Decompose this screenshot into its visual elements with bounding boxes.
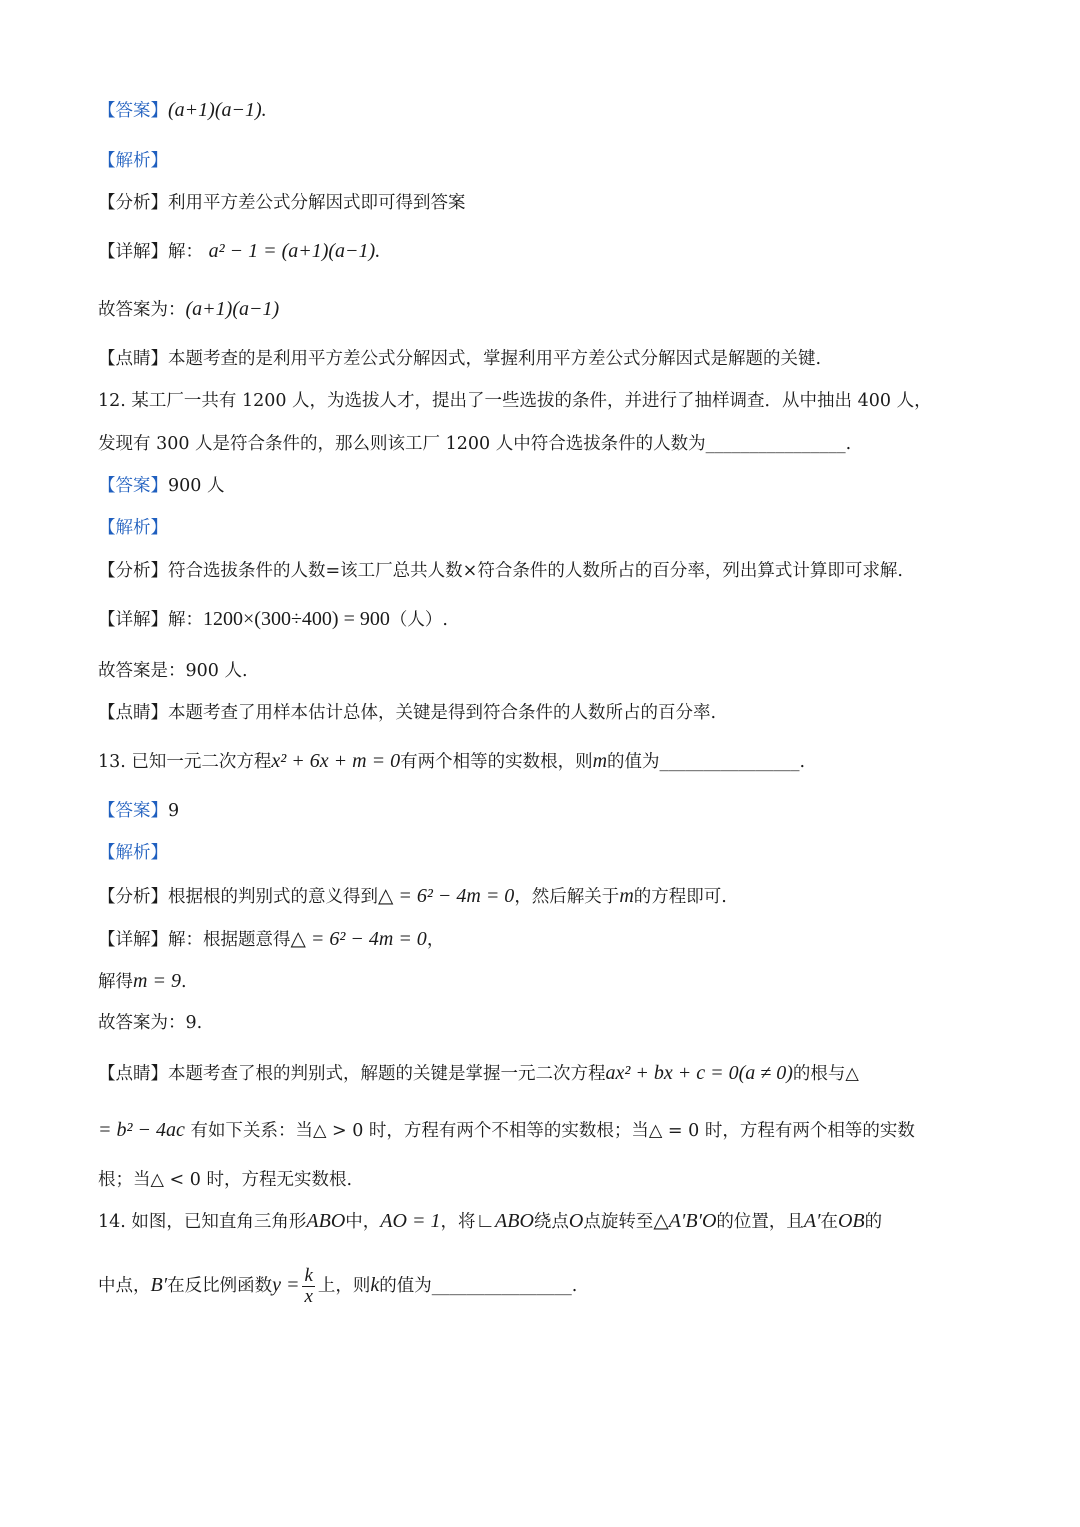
q13-xiangjie-math: △ = 6² − 4m = 0 xyxy=(290,928,427,950)
q13-question-line xyxy=(98,749,805,774)
q12-xiangjie-line xyxy=(98,607,448,632)
q11-conclusion-line xyxy=(98,297,279,322)
dianjing-tag: 【点睛】 xyxy=(98,703,168,723)
q14-question-line-2 xyxy=(98,1263,577,1308)
fraction-k-over-x xyxy=(302,1266,314,1307)
q14-line2-suffix: 的值为________________. xyxy=(379,1276,578,1296)
q14-mid4: 点旋转至 xyxy=(583,1212,654,1232)
q12-xiangjie-math: 1200×(300÷400) = 900 xyxy=(203,608,390,630)
dianjing-tag: 【点睛】 xyxy=(98,1064,168,1084)
dianjing-tag: 【点睛】 xyxy=(98,349,168,369)
fraction-denominator: x xyxy=(304,1286,313,1307)
q13-question-var: m xyxy=(592,750,608,772)
q13-dianjing-prefix: 本题考查了根的判别式，解题的关键是掌握一元二次方程 xyxy=(168,1064,606,1084)
q11-xiangjie-prefix: 解： xyxy=(168,242,203,262)
q14-k: k xyxy=(370,1274,380,1296)
q14-ob: OB xyxy=(837,1210,865,1232)
xiangjie-tag: 【详解】 xyxy=(98,930,168,950)
q12-dianjing-text: 本题考查了用样本估计总体，关键是得到符合条件的人数所占的百分率. xyxy=(168,703,717,723)
q11-conclusion-prefix: 故答案为： xyxy=(98,300,186,320)
answer-tag: 【答案】 xyxy=(98,101,168,121)
q12-fenxi-line xyxy=(98,559,903,583)
q11-xiangjie-line xyxy=(98,239,380,264)
q14-rot: ∟ABO xyxy=(475,1210,534,1232)
q12-question-line-1: 12. 某工厂一共有 1200 人，为选拔人才，提出了一些选拔的条件，并进行了抽样调查．从中抽出 400 人， xyxy=(98,391,932,411)
xiangjie-tag: 【详解】 xyxy=(98,610,168,630)
q14-line2-mid1: 在反比例函数 xyxy=(167,1276,273,1296)
q13-fenxi-prefix: 根据根的判别式的意义得到 xyxy=(168,887,378,907)
q13-fenxi-mid: ，然后解关于 xyxy=(514,887,620,907)
q11-conclusion-math: (a+1)(a−1) xyxy=(185,298,280,320)
fenxi-tag: 【分析】 xyxy=(98,193,168,213)
q14-mid5: 的位置，且 xyxy=(716,1212,804,1232)
q14-y: y = xyxy=(272,1274,300,1296)
q14-mid6: 在 xyxy=(820,1212,838,1232)
q14-ao: AO = 1 xyxy=(380,1210,441,1232)
q12-answer: 900 人 xyxy=(168,476,225,496)
answer-tag: 【答案】 xyxy=(98,801,168,821)
q11-answer-math: (a+1)(a−1). xyxy=(168,99,267,121)
q14-question-line-1 xyxy=(98,1209,882,1234)
q13-solve-prefix: 解得 xyxy=(98,972,133,992)
q13-solve-line xyxy=(98,969,187,994)
q13-question-suffix: 的值为________________. xyxy=(607,752,806,772)
q14-mid3: 绕点 xyxy=(533,1212,569,1232)
q13-dianjing-line-2 xyxy=(98,1118,915,1143)
q13-conclusion-line: 故答案为：9. xyxy=(98,1013,203,1033)
q13-dianjing-line-3: 根；当△ < 0 时，方程无实数根. xyxy=(98,1170,353,1190)
q14-a: A′ xyxy=(803,1210,821,1232)
q13-jiexi-line xyxy=(98,841,168,865)
q14-mid2: ，将 xyxy=(440,1212,476,1232)
q13-dianjing-suffix: 的根与△ xyxy=(792,1064,859,1084)
q13-question-math: x² + 6x + m = 0 xyxy=(271,750,401,772)
q13-dianjing-math: ax² + bx + c = 0(a ≠ 0) xyxy=(605,1062,793,1084)
q14-line2-prefix: 中点， xyxy=(98,1276,151,1296)
q14-o: O xyxy=(568,1210,584,1232)
q13-solve-suffix: . xyxy=(180,972,187,992)
q14-line2-mid2: 上，则 xyxy=(317,1276,371,1296)
q11-fenxi-text: 利用平方差公式分解因式即可得到答案 xyxy=(168,193,466,213)
q13-answer: 9 xyxy=(168,801,180,821)
q13-dianjing-line2-math: = b² − 4ac xyxy=(98,1119,185,1141)
q11-dianjing-line xyxy=(98,347,821,371)
q14-line1-prefix: 14. 如图，已知直角三角形 xyxy=(98,1212,307,1232)
answer-tag: 【答案】 xyxy=(98,476,168,496)
fenxi-tag: 【分析】 xyxy=(98,887,168,907)
q12-conclusion-line: 故答案是：900 人. xyxy=(98,661,248,681)
q12-xiangjie-prefix: 解： xyxy=(168,610,203,630)
q14-tri: △A′B′O xyxy=(653,1210,717,1232)
q12-dianjing-line xyxy=(98,701,716,725)
xiangjie-tag: 【详解】 xyxy=(98,242,168,262)
q11-dianjing-text: 本题考查的是利用平方差公式分解因式，掌握利用平方差公式分解因式是解题的关键. xyxy=(168,349,822,369)
q13-fenxi-line xyxy=(98,884,727,909)
q13-fenxi-suffix: 的方程即可. xyxy=(633,887,727,907)
q11-answer-line xyxy=(98,98,267,123)
q13-question-mid: 有两个相等的实数根，则 xyxy=(400,752,593,772)
q13-xiangjie-line xyxy=(98,927,444,952)
q13-question-prefix: 13. 已知一元二次方程 xyxy=(98,752,272,772)
fenxi-tag: 【分析】 xyxy=(98,561,168,581)
q14-abo: ABO xyxy=(306,1210,346,1232)
q11-jiexi-line xyxy=(98,149,168,173)
q12-answer-line xyxy=(98,474,224,498)
q11-xiangjie-math: a² − 1 = (a+1)(a−1). xyxy=(208,240,381,262)
q13-fenxi-var: m xyxy=(619,885,634,907)
jiexi-tag: 【解析】 xyxy=(98,843,168,863)
jiexi-tag: 【解析】 xyxy=(98,518,168,538)
q13-solve-math: m = 9 xyxy=(133,970,181,992)
q13-xiangjie-suffix: ， xyxy=(426,930,445,950)
q13-fenxi-math: △ = 6² − 4m = 0 xyxy=(378,885,515,907)
q14-mid1: 中， xyxy=(345,1212,381,1232)
q12-question-line-2: 发现有 300 人是符合条件的，那么则该工厂 1200 人中符合选拔条件的人数为________________. xyxy=(98,434,852,454)
q13-answer-line xyxy=(98,799,179,823)
q13-dianjing-line2-text: 有如下关系：当△ > 0 时，方程有两个不相等的实数根；当△ = 0 时，方程有两个相等的实数 xyxy=(190,1121,915,1141)
q12-jiexi-line xyxy=(98,516,168,540)
q14-b: B′ xyxy=(150,1274,168,1296)
q14-line1-suffix: 的 xyxy=(864,1212,883,1232)
q13-xiangjie-prefix: 解：根据题意得 xyxy=(168,930,291,950)
q11-fenxi-line xyxy=(98,191,466,215)
jiexi-tag: 【解析】 xyxy=(98,151,168,171)
q13-dianjing-line-1 xyxy=(98,1061,859,1086)
q12-xiangjie-suffix: （人）. xyxy=(389,610,448,630)
q12-fenxi-text: 符合选拔条件的人数=该工厂总共人数×符合条件的人数所占的百分率，列出算式计算即可求解. xyxy=(168,561,903,581)
fraction-numerator: k xyxy=(304,1265,313,1286)
